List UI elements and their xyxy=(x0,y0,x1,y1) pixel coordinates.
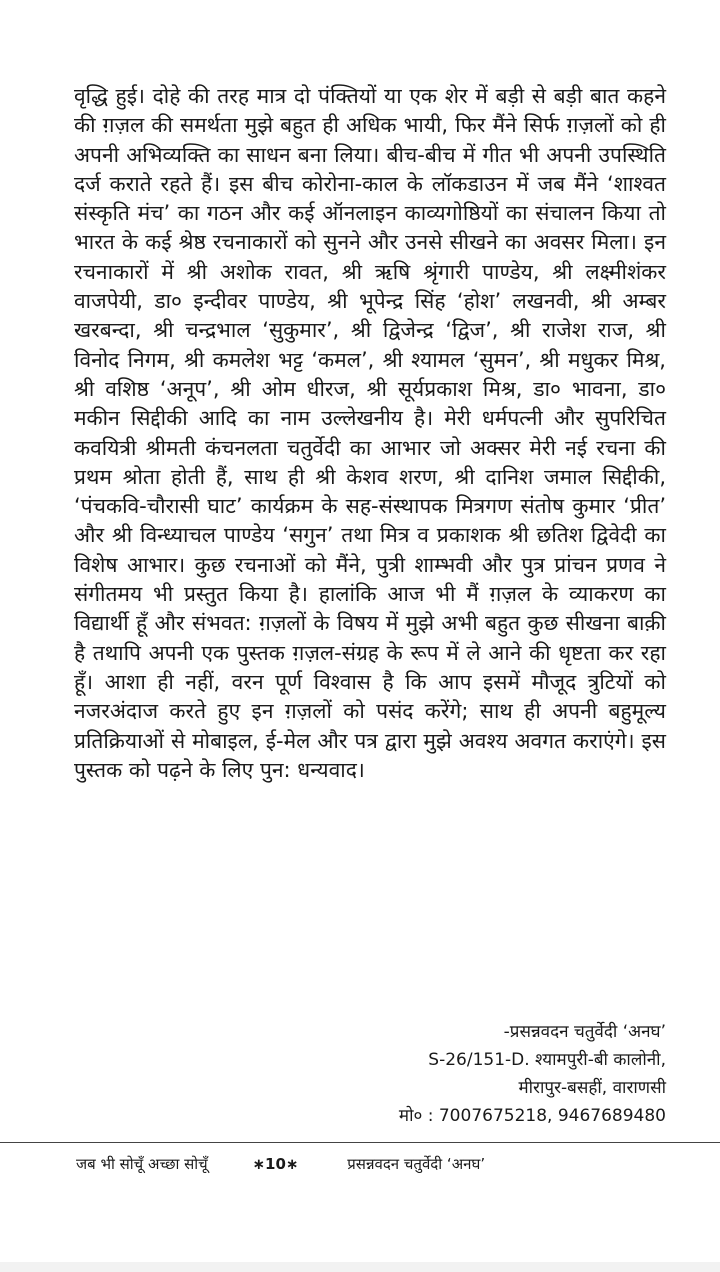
page-footer xyxy=(76,1154,485,1174)
footer-divider xyxy=(0,1142,720,1143)
signature-block xyxy=(399,1018,666,1130)
signature-name: -प्रसन्नवदन चतुर्वेदी ‘अनघ’ xyxy=(503,1022,666,1042)
bottom-edge xyxy=(0,1262,720,1272)
address-line-2: मीरापुर-बसहीं, वाराणसी xyxy=(518,1078,666,1098)
body-paragraph: वृद्धि हुई। दोहे की तरह मात्र दो पंक्तियों या एक शेर में बड़ी से बड़ी बात कहने की ग़ज़ल की समर्थता मुझे बहुत ही अधिक भायी, फिर मैंने सिर्फ ग़ज़लों को ही अपनी अभिव्यक्ति का साधन बना लिया। बीच-बीच में गीत भी अपनी उपस्थिति दर्ज कराते रहते हैं। इस बीच कोरोना-काल के लॉकडाउन में जब मैंने ‘शाश्वत संस्कृति मंच’ का गठन और कई ऑनलाइन काव्यगोष्ठियों का संचालन किया तो भारत के कई श्रेष्ठ रचनाकारों को सुनने और उनसे सीखने का अवसर मिला। इन रचनाकारों में श्री अशोक रावत, श्री ऋषि श्रृंगारी पाण्डेय, श्री लक्ष्मीशंकर वाजपेयी, डा० इन्दीवर पाण्डेय, श्री भूपेन्द्र सिंह ‘होश’ लखनवी, श्री अम्बर खरबन्दा, श्री चन्द्रभाल ‘सुकुमार’, श्री द्विजेन्द्र ‘द्विज’, श्री राजेश राज, श्री विनोद निगम, श्री कमलेश भट्ट ‘कमल’, श्री श्यामल ‘सुमन’, श्री मधुकर मिश्र, श्री वशिष्ठ ‘अनूप’, श्री ओम धीरज, श्री सूर्यप्रकाश मिश्र, डा० भावना, डा० मकीन सिद्दीकी आदि का नाम उल्लेखनीय है। मेरी धर्मपत्नी और सुपरिचित कवयित्री श्रीमती कंचनलता चतुर्वेदी का आभार जो अक्सर मेरी नई रचना की प्रथम श्रोता होती हैं, साथ ही श्री केशव शरण, श्री दानिश जमाल सिद्दीकी, ‘पंचकवि-चौरासी घाट’ कार्यक्रम के सह-संस्थापक मित्रगण संतोष कुमार ‘प्रीत’ और श्री विन्ध्याचल पाण्डेय ‘सगुन’ तथा मित्र व प्रकाशक श्री छतिश द्विवेदी का विशेष आभार। कुछ रचनाओं को मैंने, पुत्री शाम्भवी और पुत्र प्रांचन प्रणव ने संगीतमय भी प्रस्तुत किया है। हालांकि आज भी मैं ग़ज़ल के व्याकरण का विद्यार्थी हूँ और संभवत: ग़ज़लों के विषय में मुझे अभी बहुत कुछ सीखना बाक़ी है तथापि अपनी एक पुस्तक ग़ज़ल-संग्रह के रूप में ले आने की धृष्टता कर रहा हूँ। आशा ही नहीं, वरन पूर्ण विश्वास है कि आप इसमें मौजूद त्रुटियों को नजरअंदाज करते हुए इन ग़ज़लों को पसंद करेंगे; साथ ही अपनी बहुमूल्य प्रतिक्रियाओं से मोबाइल, ई-मेल और पत्र द्वारा मुझे अवश्य अवगत कराएंगे। इस पुस्तक को पढ़ने के लिए पुन: धन्यवाद। xyxy=(74,84,666,782)
page-number: ∗10∗ xyxy=(252,1155,299,1173)
phone-numbers: मो० : 7007675218, 9467689480 xyxy=(398,1106,666,1126)
footer-author: प्रसन्नवदन चतुर्वेदी ‘अनघ’ xyxy=(347,1155,486,1173)
footer-book-title: जब भी सोचूँ अच्छा सोचूँ xyxy=(76,1155,208,1173)
address-line-1: S-26/151-D. श्यामपुरी-बी कालोनी, xyxy=(428,1050,666,1070)
